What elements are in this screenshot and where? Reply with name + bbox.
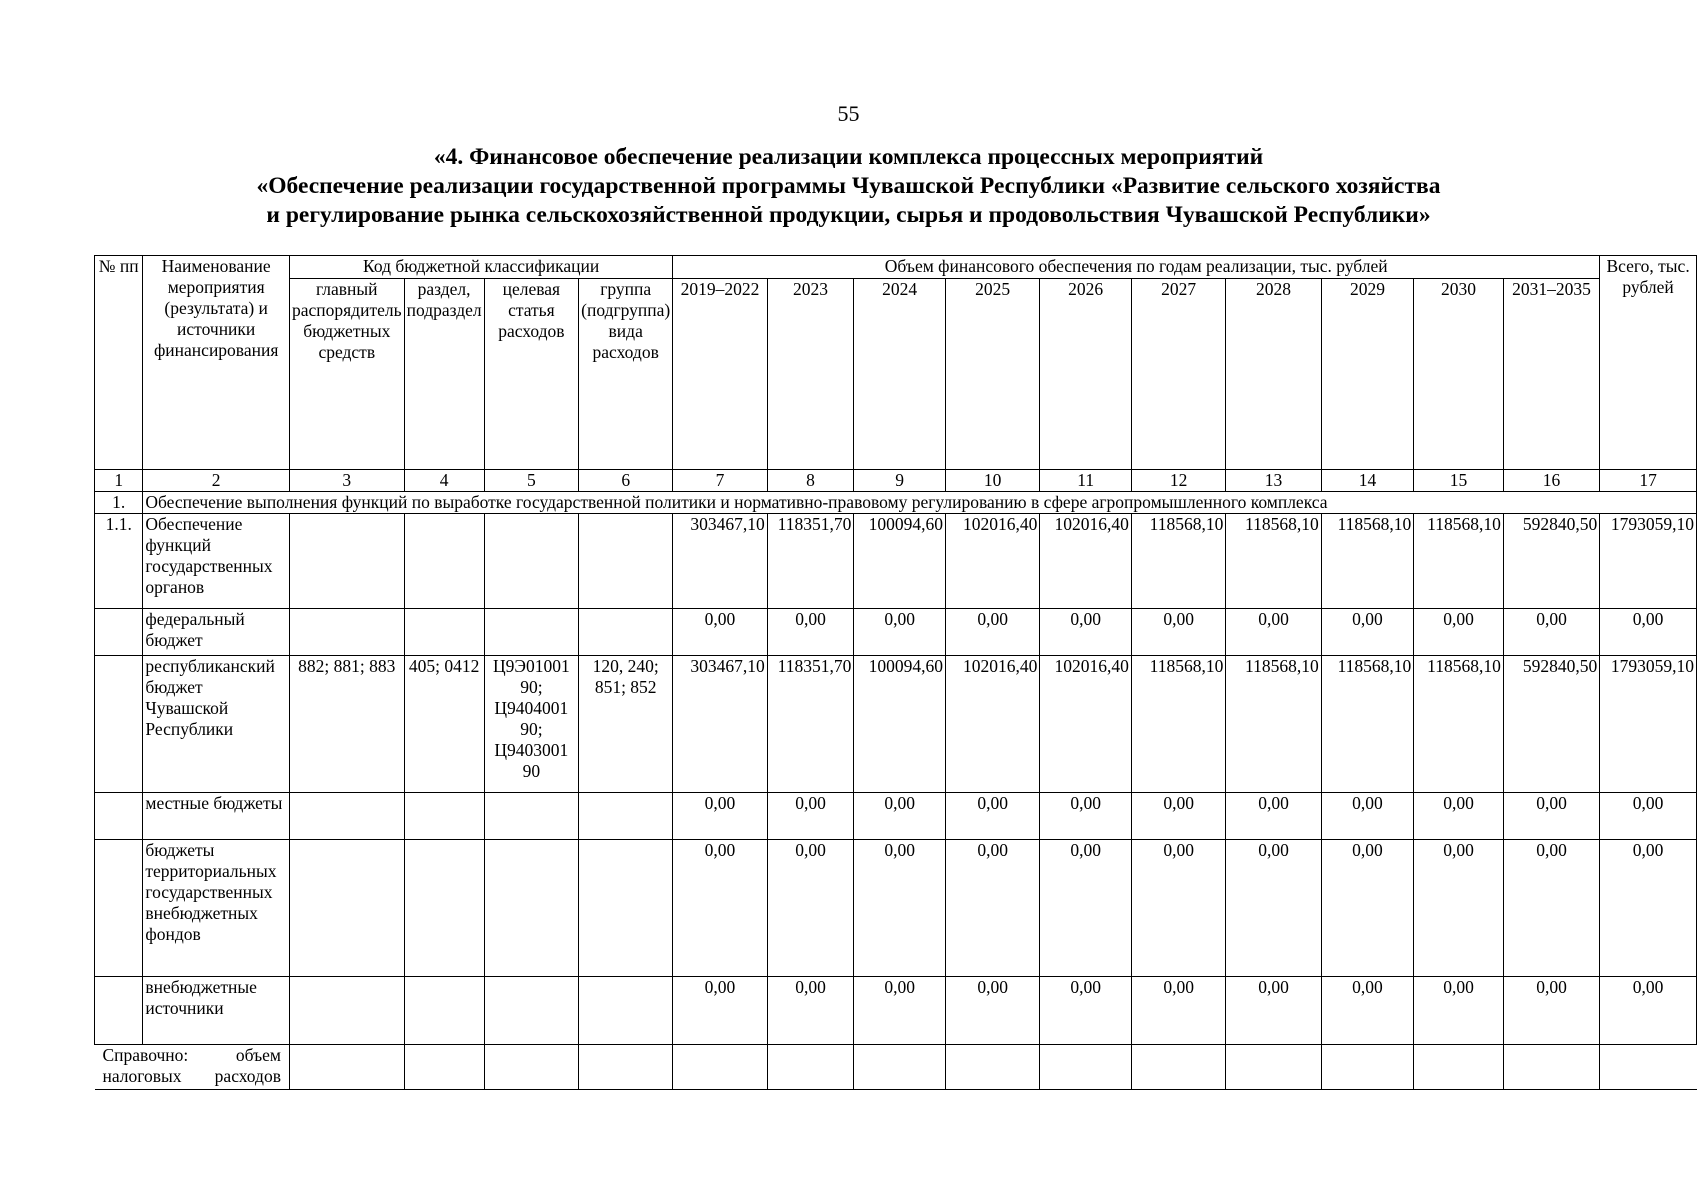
column-number: 12 [1131, 470, 1225, 492]
column-number: 8 [767, 470, 854, 492]
column-number: 17 [1600, 470, 1697, 492]
value-cell: 100094,60 [854, 514, 946, 609]
value-cell: 0,00 [767, 793, 854, 840]
value-cell: 0,00 [673, 793, 767, 840]
value-cell: 0,00 [1131, 840, 1225, 977]
value-cell: 118568,10 [1414, 514, 1504, 609]
empty-cell [484, 1045, 579, 1090]
row-name: местные бюджеты [143, 793, 290, 840]
value-cell: 102016,40 [945, 514, 1039, 609]
empty-cell [854, 1045, 946, 1090]
value-cell: 118568,10 [1226, 514, 1321, 609]
value-cell: 0,00 [1600, 793, 1697, 840]
value-cell: 0,00 [1040, 793, 1132, 840]
row-grbs [289, 514, 404, 609]
value-cell: 0,00 [1321, 793, 1414, 840]
column-number: 9 [854, 470, 946, 492]
column-number: 7 [673, 470, 767, 492]
empty-cell [579, 1045, 673, 1090]
section-row [95, 492, 1697, 514]
table-row [95, 514, 1697, 609]
column-number: 15 [1414, 470, 1504, 492]
value-cell: 1793059,10 [1600, 656, 1697, 793]
row-grbs [289, 793, 404, 840]
value-cell: 1793059,10 [1600, 514, 1697, 609]
value-cell: 0,00 [1503, 793, 1599, 840]
empty-cell [767, 1045, 854, 1090]
section-title: Обеспечение выполнения функций по выработке государственной политики и нормативно-правовому регулированию в сфере агропромышленного комплекса [143, 492, 1697, 514]
row-num [95, 793, 143, 840]
row-group [579, 793, 673, 840]
value-cell: 0,00 [945, 793, 1039, 840]
header-target: целевая статья расходов [484, 279, 579, 470]
row-section [404, 793, 484, 840]
column-number: 13 [1226, 470, 1321, 492]
empty-cell [1414, 1045, 1504, 1090]
value-cell: 0,00 [673, 840, 767, 977]
value-cell: 0,00 [1131, 977, 1225, 1045]
row-grbs: 882; 881; 883 [289, 656, 404, 793]
value-cell: 0,00 [1600, 977, 1697, 1045]
value-cell: 0,00 [1414, 793, 1504, 840]
row-num [95, 840, 143, 977]
row-grbs [289, 977, 404, 1045]
row-section [404, 840, 484, 977]
value-cell: 0,00 [854, 840, 946, 977]
header-row-1 [95, 256, 1697, 279]
reference-label: Справочно: объем налоговых расходов [95, 1045, 290, 1090]
table-row [95, 656, 1697, 793]
row-target [484, 977, 579, 1045]
row-section [404, 609, 484, 656]
value-cell: 0,00 [1414, 609, 1504, 656]
title-line-2: «Обеспечение реализации государственной программы Чувашской Республики «Развитие сельского хозяйства [256, 173, 1441, 199]
value-cell: 0,00 [1321, 977, 1414, 1045]
title-line-3: и регулирование рынка сельскохозяйственной продукции, сырья и продовольствия Чувашской Республики» [266, 202, 1431, 228]
value-cell: 0,00 [1321, 609, 1414, 656]
header-volume: Объем финансового обеспечения по годам реализации, тыс. рублей [673, 256, 1600, 279]
empty-cell [945, 1045, 1039, 1090]
row-name: республиканский бюджет Чувашской Республики [143, 656, 290, 793]
value-cell: 118568,10 [1226, 656, 1321, 793]
value-cell: 0,00 [945, 609, 1039, 656]
column-number: 5 [484, 470, 579, 492]
value-cell: 303467,10 [673, 514, 767, 609]
value-cell: 102016,40 [945, 656, 1039, 793]
row-group [579, 840, 673, 977]
column-number: 1 [95, 470, 143, 492]
column-number: 4 [404, 470, 484, 492]
column-number: 10 [945, 470, 1039, 492]
header-year: 2030 [1414, 279, 1504, 470]
column-number: 11 [1040, 470, 1132, 492]
value-cell: 0,00 [1040, 977, 1132, 1045]
row-target: Ц9Э01001 90; Ц9404001 90; Ц9403001 90 [484, 656, 579, 793]
empty-cell [673, 1045, 767, 1090]
value-cell: 118568,10 [1131, 514, 1225, 609]
row-group: 120, 240; 851; 852 [579, 656, 673, 793]
header-year: 2023 [767, 279, 854, 470]
value-cell: 102016,40 [1040, 656, 1132, 793]
value-cell: 0,00 [767, 840, 854, 977]
value-cell: 0,00 [767, 977, 854, 1045]
value-cell: 0,00 [673, 977, 767, 1045]
value-cell: 0,00 [1040, 840, 1132, 977]
value-cell: 0,00 [1131, 793, 1225, 840]
value-cell: 118568,10 [1414, 656, 1504, 793]
document-title [100, 143, 1597, 230]
empty-cell [404, 1045, 484, 1090]
row-group [579, 514, 673, 609]
row-section: 405; 0412 [404, 656, 484, 793]
row-name: федеральный бюджет [143, 609, 290, 656]
header-grbs: главный распорядитель бюджетных средств [289, 279, 404, 470]
table-row [95, 840, 1697, 977]
empty-cell [1040, 1045, 1132, 1090]
value-cell: 0,00 [767, 609, 854, 656]
header-row-2 [95, 279, 1697, 470]
header-section: раздел, подраздел [404, 279, 484, 470]
empty-cell [1131, 1045, 1225, 1090]
empty-cell [1226, 1045, 1321, 1090]
header-year: 2025 [945, 279, 1039, 470]
row-grbs [289, 840, 404, 977]
header-year: 2019–2022 [673, 279, 767, 470]
value-cell: 0,00 [1131, 609, 1225, 656]
header-year: 2027 [1131, 279, 1225, 470]
table-row [95, 609, 1697, 656]
value-cell: 0,00 [1414, 977, 1504, 1045]
value-cell: 0,00 [1226, 609, 1321, 656]
page-number: 55 [837, 101, 860, 126]
value-cell: 0,00 [1040, 609, 1132, 656]
value-cell: 0,00 [854, 977, 946, 1045]
empty-cell [1503, 1045, 1599, 1090]
value-cell: 0,00 [1503, 609, 1599, 656]
row-num [95, 609, 143, 656]
value-cell: 118568,10 [1321, 514, 1414, 609]
value-cell: 0,00 [854, 793, 946, 840]
column-number: 2 [143, 470, 290, 492]
row-target [484, 793, 579, 840]
column-numbers-row [95, 470, 1697, 492]
value-cell: 0,00 [1321, 840, 1414, 977]
row-target [484, 609, 579, 656]
value-cell: 0,00 [1503, 977, 1599, 1045]
header-year: 2028 [1226, 279, 1321, 470]
value-cell: 100094,60 [854, 656, 946, 793]
empty-cell [289, 1045, 404, 1090]
column-number: 14 [1321, 470, 1414, 492]
row-num [95, 977, 143, 1045]
value-cell: 303467,10 [673, 656, 767, 793]
value-cell: 118351,70 [767, 514, 854, 609]
value-cell: 0,00 [1600, 609, 1697, 656]
value-cell: 0,00 [1414, 840, 1504, 977]
row-target [484, 514, 579, 609]
column-number: 16 [1503, 470, 1599, 492]
value-cell: 0,00 [1226, 840, 1321, 977]
row-group [579, 609, 673, 656]
value-cell: 592840,50 [1503, 656, 1599, 793]
column-number: 6 [579, 470, 673, 492]
value-cell: 0,00 [673, 609, 767, 656]
value-cell: 102016,40 [1040, 514, 1132, 609]
header-year: 2029 [1321, 279, 1414, 470]
row-target [484, 840, 579, 977]
value-cell: 118568,10 [1131, 656, 1225, 793]
row-name: бюджеты территориальных государственных внебюджетных фондов [143, 840, 290, 977]
row-num [95, 656, 143, 793]
row-num: 1.1. [95, 514, 143, 609]
row-section [404, 514, 484, 609]
header-num: № пп [95, 256, 143, 470]
value-cell: 0,00 [1503, 840, 1599, 977]
section-num: 1. [95, 492, 143, 514]
table-row [95, 977, 1697, 1045]
empty-cell [1600, 1045, 1697, 1090]
value-cell: 0,00 [1226, 977, 1321, 1045]
empty-cell [1321, 1045, 1414, 1090]
column-number: 3 [289, 470, 404, 492]
reference-row [95, 1045, 1697, 1090]
header-year: 2031–2035 [1503, 279, 1599, 470]
header-name: Наименование мероприятия (результата) и источники финансирования [143, 256, 290, 470]
title-line-1: «4. Финансовое обеспечение реализации комплекса процессных мероприятий [433, 144, 1264, 170]
row-name: Обеспечение функций государственных органов [143, 514, 290, 609]
row-section [404, 977, 484, 1045]
value-cell: 0,00 [854, 609, 946, 656]
value-cell: 118568,10 [1321, 656, 1414, 793]
value-cell: 0,00 [945, 977, 1039, 1045]
row-name: внебюджетные источники [143, 977, 290, 1045]
header-budget-code: Код бюджетной классификации [289, 256, 672, 279]
header-total: Всего, тыс. рублей [1600, 256, 1697, 470]
row-group [579, 977, 673, 1045]
value-cell: 0,00 [1226, 793, 1321, 840]
value-cell: 0,00 [1600, 840, 1697, 977]
header-year: 2026 [1040, 279, 1132, 470]
value-cell: 592840,50 [1503, 514, 1599, 609]
header-group: группа (подгруппа) вида расходов [579, 279, 673, 470]
value-cell: 0,00 [945, 840, 1039, 977]
table-row [95, 793, 1697, 840]
value-cell: 118351,70 [767, 656, 854, 793]
row-grbs [289, 609, 404, 656]
financing-table [94, 255, 1697, 1090]
header-year: 2024 [854, 279, 946, 470]
